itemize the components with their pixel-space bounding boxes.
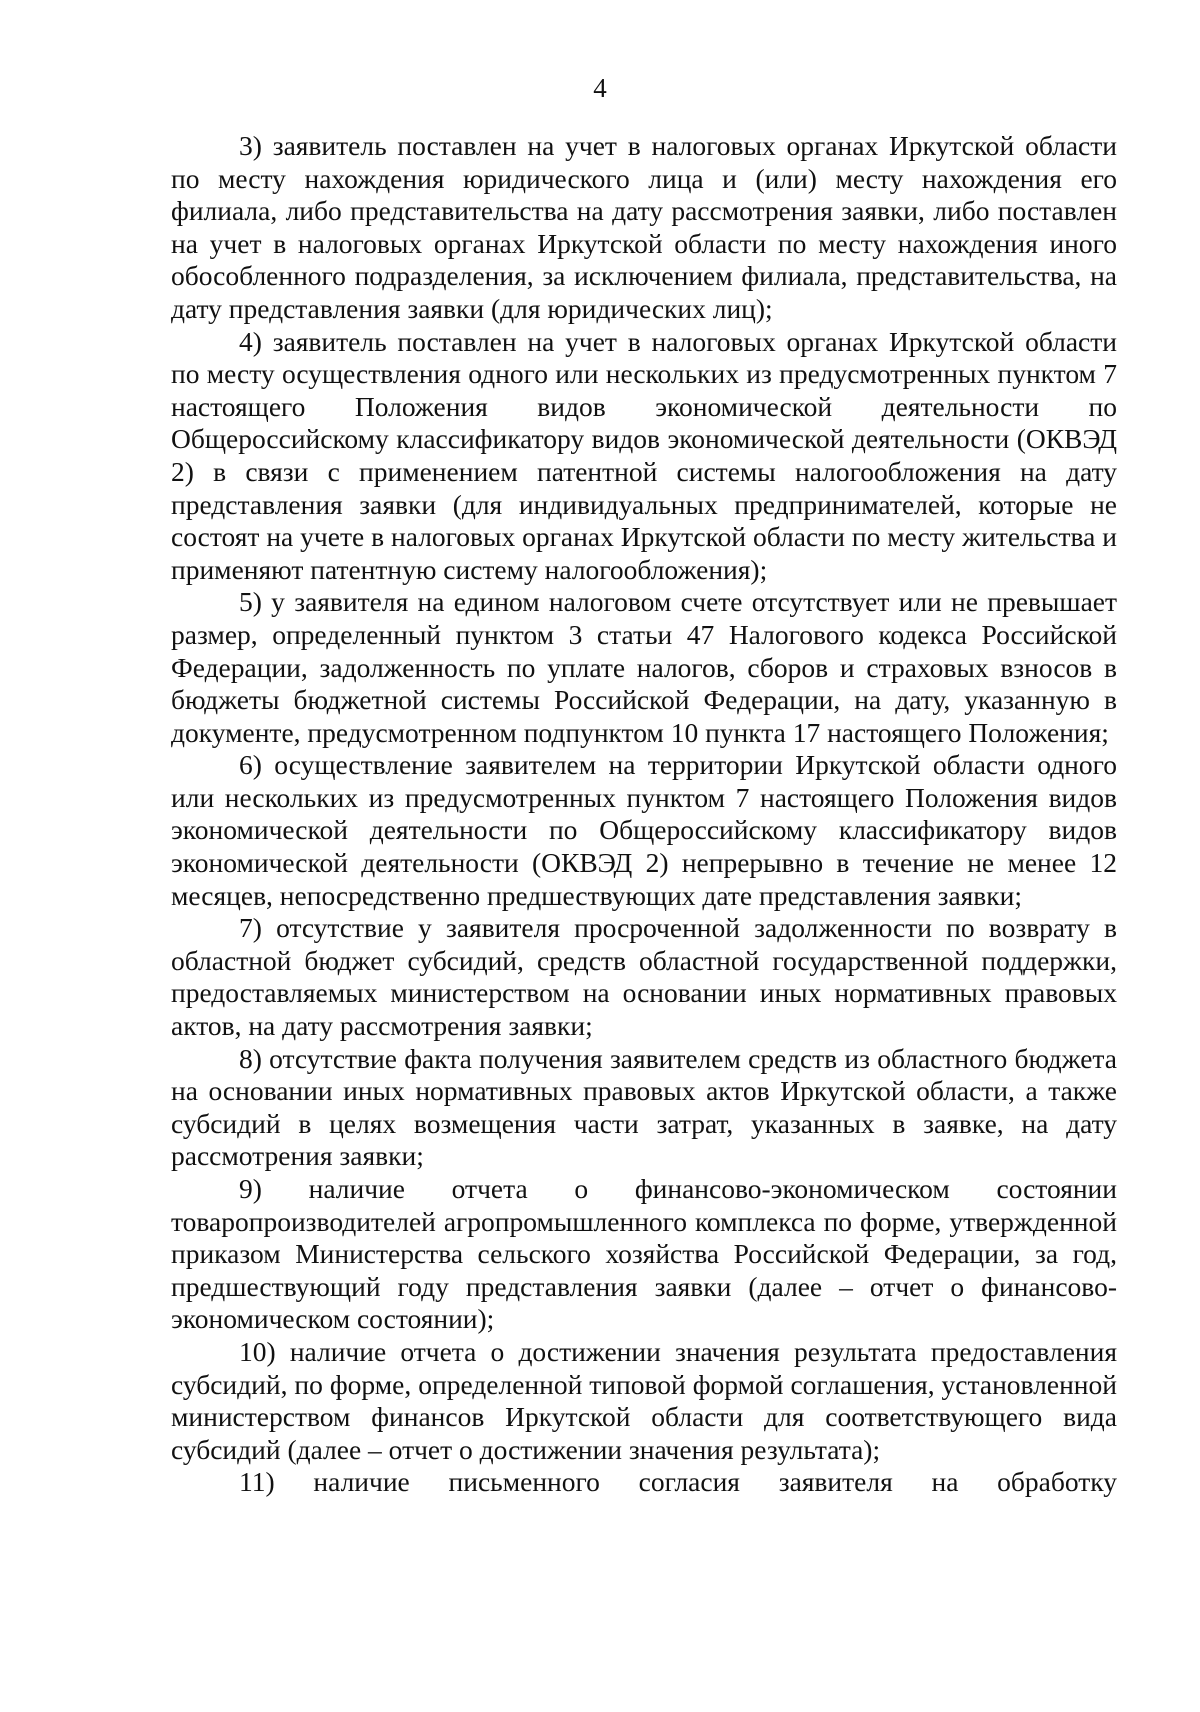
paragraph-item-9: 9) наличие отчета о финансово-экономическом состоянии товаропроизводителей агропромышленного комплекса по форме, утвержденной приказом Министерства сельского хозяйства Российской Федерации, за год, предшествующий году представления заявки (далее – отчет о финансово-экономическом состоянии); bbox=[171, 1173, 1117, 1335]
paragraph-item-3: 3) заявитель поставлен на учет в налоговых органах Иркутской области по месту нахождения юридического лица и (или) месту нахождения его филиала, либо представительства на дату рассмотрения заявки, либо поставлен на учет в налоговых органах Иркутской области по месту нахождения иного обособленного подразделения, за исключением филиала, представительства, на дату представления заявки (для юридических лиц); bbox=[171, 130, 1117, 324]
paragraph-item-5: 5) у заявителя на едином налоговом счете отсутствует или не превышает размер, определенный пунктом 3 статьи 47 Налогового кодекса Российской Федерации, задолженность по уплате налогов, сборов и страховых взносов в бюджеты бюджетной системы Российской Федерации, на дату, указанную в документе, предусмотренном подпунктом 10 пункта 17 настоящего Положения; bbox=[171, 586, 1117, 748]
paragraph-item-11: 11) наличие письменного согласия заявителя на обработку bbox=[239, 1466, 1117, 1498]
page-number: 4 bbox=[593, 73, 607, 103]
paragraph-item-4: 4) заявитель поставлен на учет в налоговых органах Иркутской области по месту осуществления одного или нескольких из предусмотренных пунктом 7 настоящего Положения видов экономической деятельности по Общероссийскому классификатору видов экономической деятельности (ОКВЭД 2) в связи с применением патентной системы налогообложения на дату представления заявки (для индивидуальных предпринимателей, которые не состоят на учете в налоговых органах Иркутской области по месту жительства и применяют патентную систему налогообложения); bbox=[171, 325, 1117, 585]
paragraph-item-10: 10) наличие отчета о достижении значения результата предоставления субсидий, по форме, определенной типовой формой соглашения, установленной министерством финансов Иркутской области для соответствующего вида субсидий (далее – отчет о достижении значения результата); bbox=[171, 1335, 1117, 1465]
paragraph-item-8: 8) отсутствие факта получения заявителем средств из областного бюджета на основании иных нормативных правовых актов Иркутской области, а также субсидий в целях возмещения части затрат, указанных в заявке, на дату рассмотрения заявки; bbox=[171, 1042, 1117, 1172]
paragraph-item-6: 6) осуществление заявителем на территории Иркутской области одного или нескольких из предусмотренных пунктом 7 настоящего Положения видов экономической деятельности по Общероссийскому классификатору видов экономической деятельности (ОКВЭД 2) непрерывно в течение не менее 12 месяцев, непосредственно предшествующих дате представления заявки; bbox=[171, 749, 1117, 911]
document-body bbox=[171, 130, 1117, 1499]
paragraph-item-7: 7) отсутствие у заявителя просроченной задолженности по возврату в областной бюджет субсидий, средств областной государственной поддержки, предоставляемых министерством на основании иных нормативных правовых актов, на дату рассмотрения заявки; bbox=[171, 912, 1117, 1042]
